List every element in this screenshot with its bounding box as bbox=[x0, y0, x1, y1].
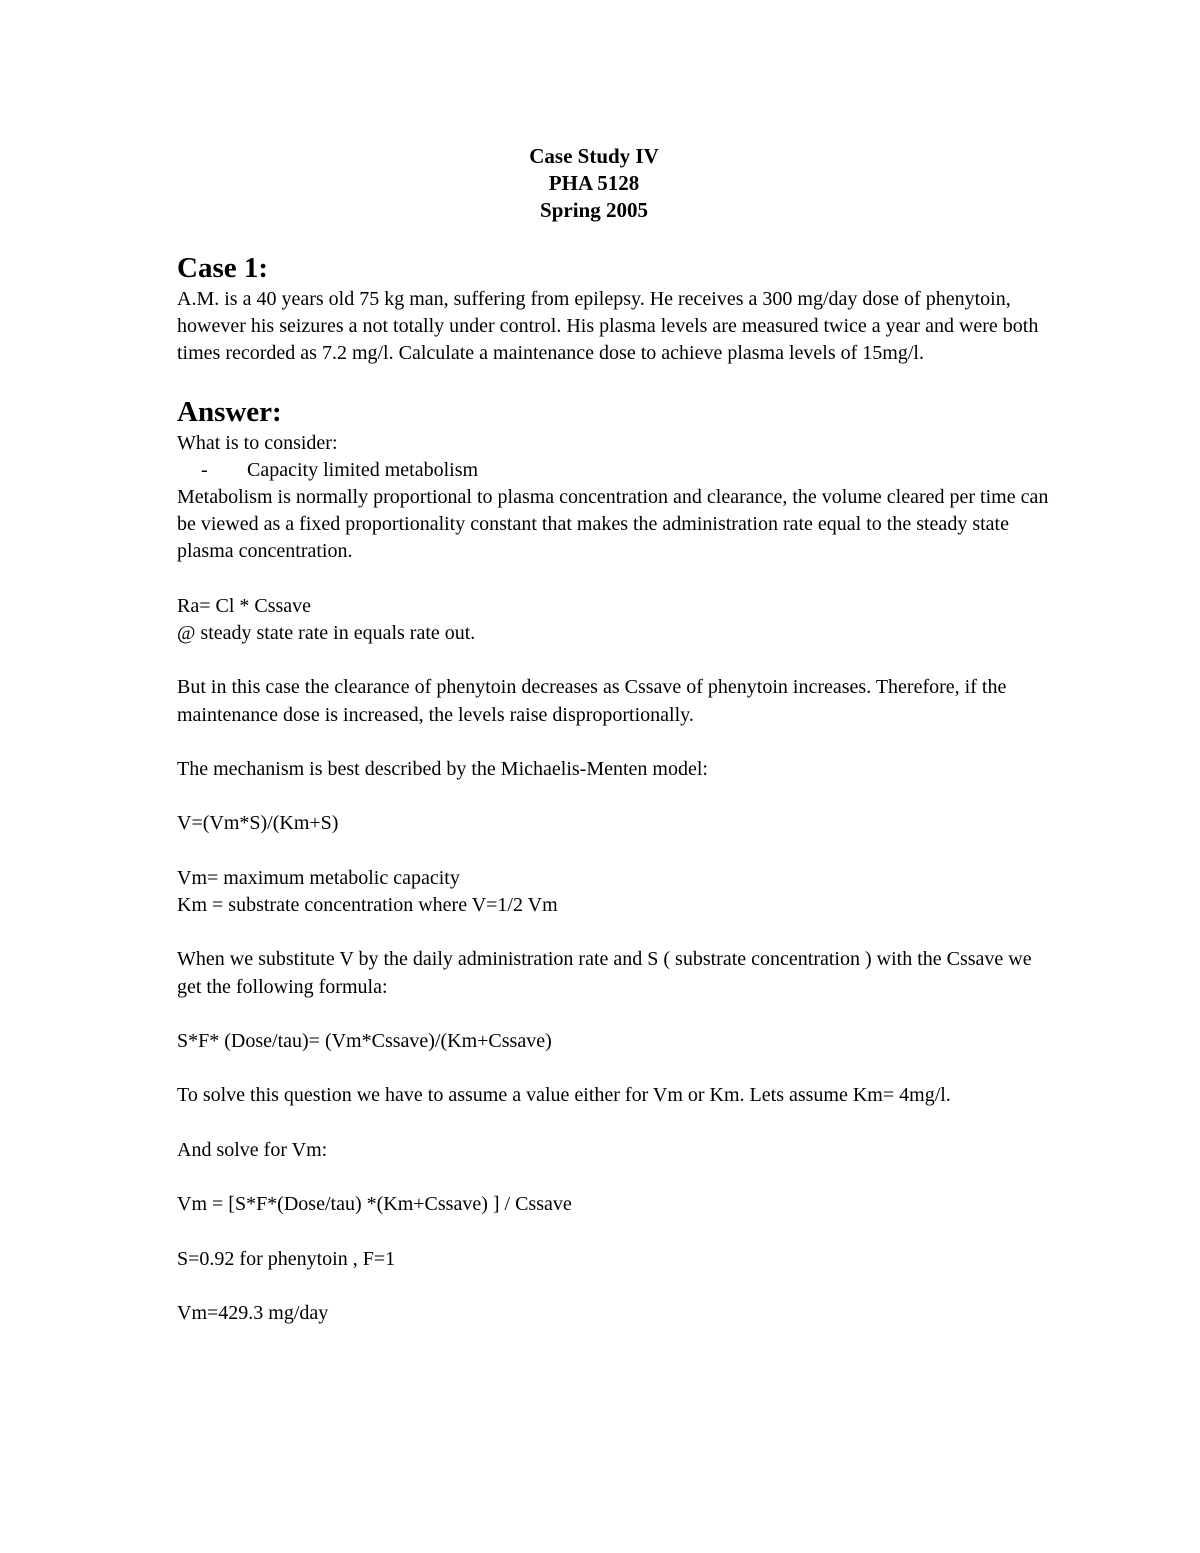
mechanism-paragraph: The mechanism is best described by the Michaelis-Menten model: bbox=[177, 758, 708, 780]
answer-heading: Answer: bbox=[177, 395, 282, 428]
consider-label: What is to consider: bbox=[177, 431, 338, 454]
clearance-paragraph: But in this case the clearance of phenytoin decreases as Cssave of phenytoin increases. Therefore, if the maintenance dose is increased, the levels raise disproportionally. bbox=[177, 676, 1007, 726]
vm-result: Vm=429.3 mg/day bbox=[177, 1301, 329, 1324]
substitution-paragraph: When we substitute V by the daily administration rate and S ( substrate concentration ) with the Cssave we get the following formula: bbox=[177, 948, 1032, 998]
s-f-values: S=0.92 for phenytoin , F=1 bbox=[177, 1247, 396, 1270]
case-heading: Case 1: bbox=[177, 252, 269, 284]
km-definition: Km = substrate concentration where V=1/2 Vm bbox=[177, 893, 558, 916]
title-case-study: Case Study IV bbox=[529, 144, 659, 168]
document-title-block bbox=[0, 143, 1188, 224]
title-semester: Spring 2005 bbox=[540, 198, 648, 222]
ra-formula: Ra= Cl * Cssave bbox=[177, 594, 312, 617]
document-body bbox=[177, 250, 1057, 1327]
bullet-dash: - bbox=[201, 458, 208, 481]
metabolism-paragraph: Metabolism is normally proportional to plasma concentration and clearance, the volume cleared per time can be viewed as a fixed proportionality constant that makes the administration rate equal to the steady state plasma concentration. bbox=[177, 486, 1049, 563]
vm-definition: Vm= maximum metabolic capacity bbox=[177, 866, 460, 889]
case-description: A.M. is a 40 years old 75 kg man, suffering from epilepsy. He receives a 300 mg/day dose of phenytoin, however his seizures a not totally under control. His plasma levels are measured twice a year and were both times recorded as 7.2 mg/l. Calculate a maintenance dose to achieve plasma levels of 15mg/l. bbox=[177, 288, 1039, 365]
michaelis-menten-formula: V=(Vm*S)/(Km+S) bbox=[177, 812, 339, 835]
vm-solution-formula: Vm = [S*F*(Dose/tau) *(Km+Cssave) ] / Cssave bbox=[177, 1193, 572, 1216]
solve-label: And solve for Vm: bbox=[177, 1138, 328, 1161]
bullet-text: Capacity limited metabolism bbox=[247, 458, 479, 481]
assumption-paragraph: To solve this question we have to assume a value either for Vm or Km. Lets assume Km= 4mg/l. bbox=[177, 1084, 951, 1107]
title-course-code: PHA 5128 bbox=[548, 171, 640, 195]
steady-state-note: @ steady state rate in equals rate out. bbox=[177, 622, 476, 645]
bullet-item bbox=[177, 457, 1057, 484]
dose-formula: S*F* (Dose/tau)= (Vm*Cssave)/(Km+Cssave) bbox=[177, 1029, 552, 1052]
